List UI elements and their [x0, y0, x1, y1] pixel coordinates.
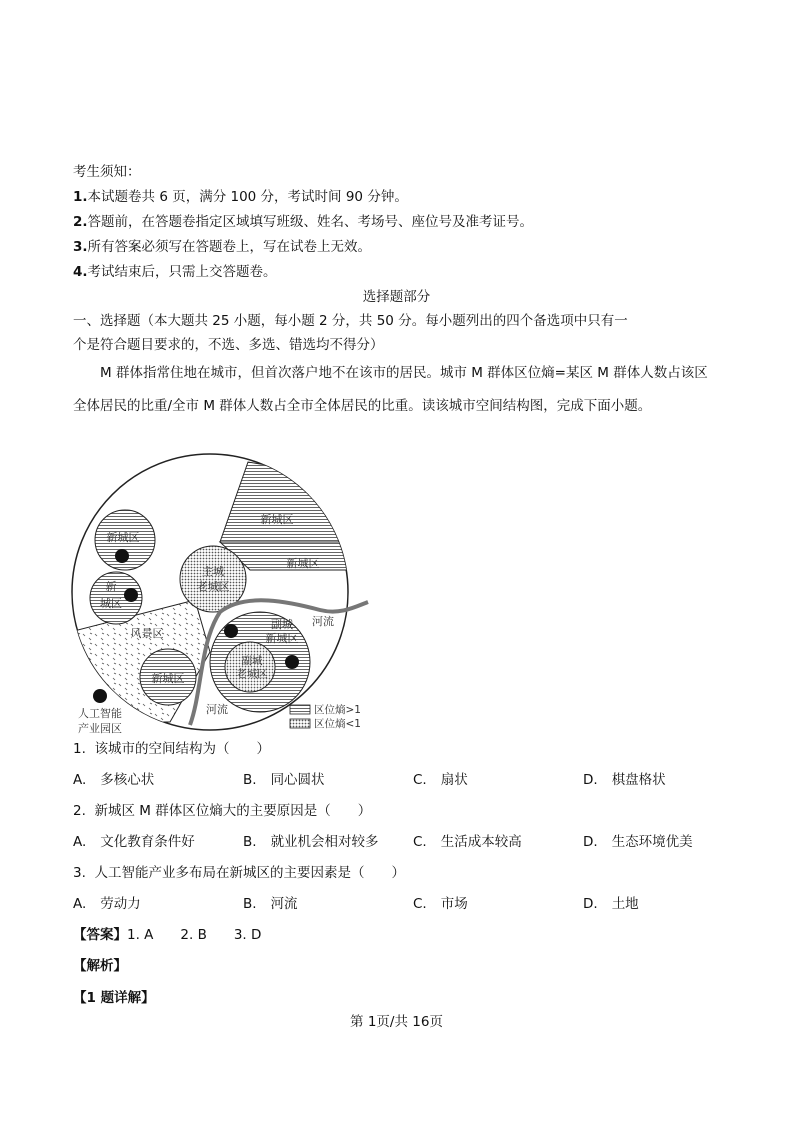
label-new-ne1: 新城区 — [260, 513, 294, 526]
city-structure-map — [70, 452, 380, 737]
question-1: 1. 该城市的空间结构为（ ） — [73, 741, 270, 757]
label-ai-a: 人工智能 — [78, 707, 122, 720]
q3-option-d[interactable]: D. 土地 — [583, 896, 639, 912]
q2-option-a[interactable]: A. 文化教育条件好 — [73, 834, 195, 850]
q3-option-b[interactable]: B. 河流 — [243, 896, 298, 912]
label-sub-new-a: 副城 — [271, 618, 293, 631]
legend-swatch-high — [290, 705, 310, 714]
analysis-tag: 【解析】 — [73, 958, 127, 974]
marker-dot — [124, 588, 138, 602]
label-scenic: 风景区 — [130, 627, 164, 640]
circle-sub-old — [225, 642, 275, 692]
section-title: 选择题部分 — [362, 289, 431, 305]
q3-option-c[interactable]: C. 市场 — [413, 896, 468, 912]
label-new-nw1: 新城区 — [106, 531, 140, 544]
q1-option-b[interactable]: B. 同心圆状 — [243, 772, 325, 788]
label-new-ne2: 新城区 — [286, 557, 320, 570]
label-sub-old-a: 副城 — [241, 655, 263, 667]
q1-option-c[interactable]: C. 扇状 — [413, 772, 468, 788]
label-new-sw: 新城区 — [151, 672, 185, 685]
question-3: 3. 人工智能产业多布局在新城区的主要因素是（ ） — [73, 865, 405, 881]
notice-item-1: 1.本试题卷共 6 页，满分 100 分，考试时间 90 分钟。 — [73, 189, 408, 205]
notice-item-4: 4.考试结束后，只需上交答题卷。 — [73, 264, 277, 280]
label-main-old-a: 主城 — [202, 565, 224, 578]
label-river-e: 河流 — [312, 615, 334, 628]
label-river-s: 河流 — [206, 703, 228, 716]
notice-title: 考生须知： — [73, 164, 141, 180]
stem-line1: M 群体指常住地在城市，但首次落户地不在该市的居民。城市 M 群体区位熵=某区 M 群体人数占该区 — [100, 365, 708, 381]
marker-dot — [285, 655, 299, 669]
legend-label-high: 区位熵>1 — [314, 704, 361, 716]
notice-item-3: 3.所有答案必须写在答题卷上，写在试卷上无效。 — [73, 239, 372, 255]
notice-item-2: 2.答题前，在答题卷指定区域填写班级、姓名、考场号、座位号及准考证号。 — [73, 214, 534, 230]
question-2: 2. 新城区 M 群体区位熵大的主要原因是（ ） — [73, 803, 372, 819]
label-ai-b: 产业园区 — [78, 722, 122, 735]
label-sub-old-b: 老城区 — [236, 668, 268, 680]
page-footer: 第 1页/共 16页 — [350, 1014, 443, 1030]
part-intro-line1: 一、选择题（本大题共 25 小题，每小题 2 分，共 50 分。每小题列出的四个备选项中只有一 — [73, 313, 628, 329]
marker-dot — [93, 689, 107, 703]
q1-option-d[interactable]: D. 棋盘格状 — [583, 772, 666, 788]
q1-option-a[interactable]: A. 多核心状 — [73, 772, 155, 788]
label-main-old-b: 老城区 — [196, 580, 230, 593]
stem-line2: 全体居民的比重/全市 M 群体人数占全市全体居民的比重。读该城市空间结构图，完成下面小题。 — [73, 398, 652, 414]
label-sub-new-b: 新城区 — [265, 632, 299, 645]
legend-label-low: 区位熵<1 — [314, 718, 361, 730]
q2-option-c[interactable]: C. 生活成本较高 — [413, 834, 522, 850]
marker-dot — [115, 549, 129, 563]
answer-line: 【答案】1. A 2. B 3. D — [73, 927, 262, 943]
label-new-w-b: 城区 — [100, 597, 122, 610]
part-intro-line2: 个是符合题目要求的，不选、多选、错选均不得分） — [73, 337, 384, 353]
marker-dot — [224, 624, 238, 638]
q3-option-a[interactable]: A. 劳动力 — [73, 896, 141, 912]
detail-tag: 【1 题详解】 — [73, 990, 155, 1006]
label-new-w-a: 新 — [105, 580, 117, 593]
q2-option-b[interactable]: B. 就业机会相对较多 — [243, 834, 379, 850]
legend-swatch-low — [290, 719, 310, 728]
q2-option-d[interactable]: D. 生态环境优美 — [583, 834, 693, 850]
